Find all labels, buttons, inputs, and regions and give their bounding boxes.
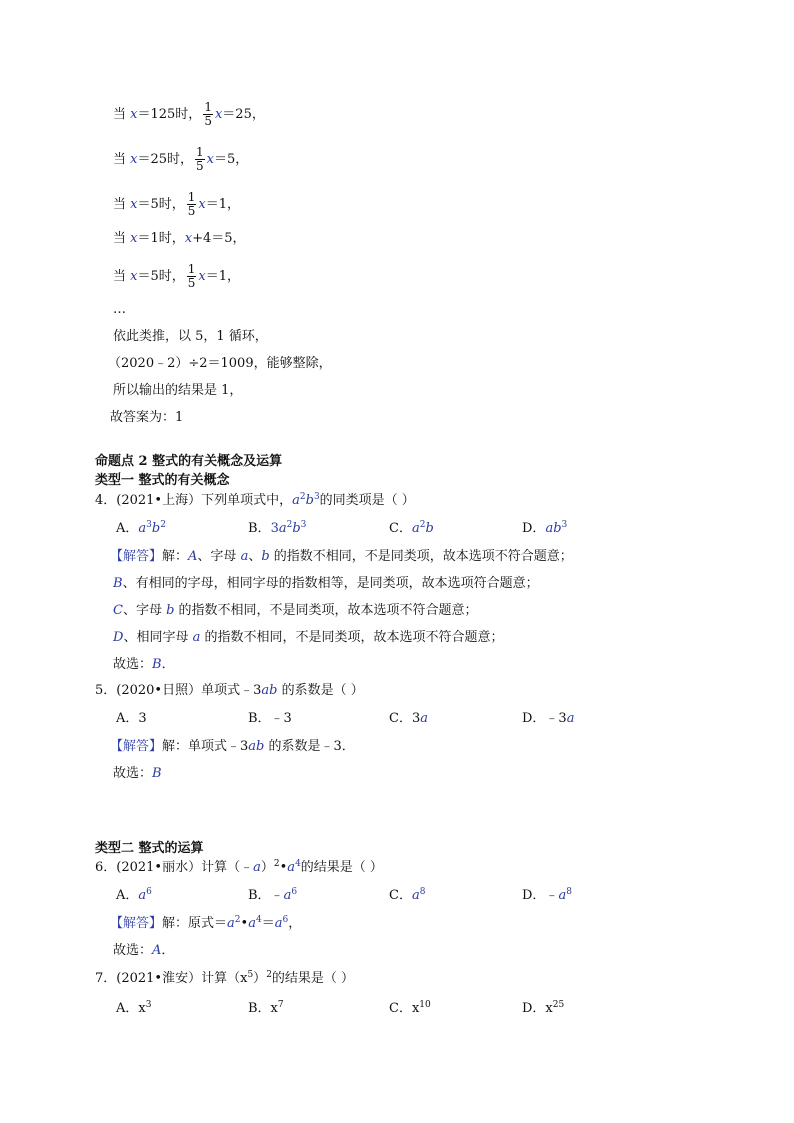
q5-option-a: A．3 (116, 711, 147, 726)
q7-option-a: A．$x^3$ (116, 1000, 152, 1016)
q5-answer: 【解答】解：单项式﹣3ab 的系数是﹣3． (110, 739, 355, 754)
q4-answer-line-1: 【解答】解：A、字母 a、b 的指数不相同，不是同类项，故本选项不符合题意； (110, 549, 573, 564)
q4-answer-line-3: C、字母 b 的指数不相同，不是同类项，故本选项不符合题意； (113, 603, 478, 618)
ellipsis: … (113, 302, 126, 317)
type1-title: 类型一 整式的有关概念 (95, 473, 230, 488)
q5-stem: 5．(2020•日照）单项式﹣3ab 的系数是（ ） (95, 683, 364, 698)
fraction-one-fifth: $\frac{1}{5}$ (187, 190, 196, 218)
q4-option-a: A．$a^3b^2$ (116, 520, 166, 536)
q7-option-c: C．$x^{10}$ (389, 1000, 431, 1016)
q6-option-c: C．$a^8$ (389, 887, 426, 903)
q6-stem: 6．(2021•丽水）计算$(﹣a)^2•a^4$的结果是（ ） (95, 859, 383, 875)
fraction-one-fifth: $\frac{1}{5}$ (187, 262, 196, 290)
q5-option-c: C．3a (389, 711, 428, 726)
type2-title: 类型二 整式的运算 (95, 841, 204, 856)
q4-stem: 4．(2021•上海）下列单项式中，$a^2b^3$的同类项是（ ） (95, 492, 415, 508)
q4-choice: 故选：B． (113, 657, 175, 672)
solution-step-1: 当 x＝125时， $\frac{1}{5}$ x＝25， (113, 100, 265, 128)
q6-option-a: A．$a^6$ (116, 887, 152, 903)
analogy-text: 依此类推，以 5，1 循环， (113, 329, 268, 344)
solution-step-4: 当 x＝1时，x+4＝5， (113, 231, 246, 246)
solution-step-3: 当 x＝5时， $\frac{1}{5}$ x＝1， (113, 190, 241, 218)
solution-step-2: 当 x＝25时， $\frac{1}{5}$ x＝5， (113, 145, 249, 173)
solution-step-5: 当 x＝5时， $\frac{1}{5}$ x＝1， (113, 262, 241, 290)
division-text: （2020﹣2）÷2＝1009，能够整除， (108, 356, 332, 371)
q6-option-b: B．$﹣a^6$ (248, 887, 298, 903)
fraction-one-fifth: $\frac{1}{5}$ (196, 145, 204, 173)
q5-option-d: D．﹣3a (522, 711, 575, 726)
answer-tag: 【解答】 (110, 916, 163, 931)
q5-option-b: B．﹣3 (248, 711, 292, 726)
answer-tag: 【解答】 (110, 739, 163, 754)
section-title: 命题点 2 整式的有关概念及运算 (95, 454, 283, 469)
q5-choice: 故选：B (113, 766, 162, 781)
q7-stem: 7．(2021•淮安）计算$(x^5)^2$的结果是（ ） (95, 970, 355, 986)
result-text: 所以输出的结果是 1， (113, 383, 243, 398)
fraction-one-fifth: $\frac{1}{5}$ (204, 100, 212, 128)
q6-choice: 故选：A． (113, 943, 175, 958)
q6-answer: 【解答】解：原式$=a^2•a^4=a^6$， (110, 915, 302, 931)
q7-option-b: B．$x^7$ (248, 1000, 284, 1016)
q7-option-d: D．$x^{25}$ (522, 1000, 565, 1016)
q4-answer-line-2: B、有相同的字母，相同字母的指数相等，是同类项，故本选项符合题意； (113, 576, 539, 591)
q4-option-b: B．$3a^2b^3$ (248, 520, 307, 536)
q6-option-d: D．$﹣a^8$ (522, 887, 572, 903)
answer-tag: 【解答】 (110, 549, 163, 564)
q4-option-c: C．$a^2b$ (389, 520, 434, 536)
q4-answer-line-4: D、相同字母 a 的指数不相同，不是同类项，故本选项不符合题意； (113, 630, 504, 645)
final-answer: 故答案为：1 (110, 410, 184, 425)
q4-option-d: D．$ab^3$ (522, 520, 568, 536)
